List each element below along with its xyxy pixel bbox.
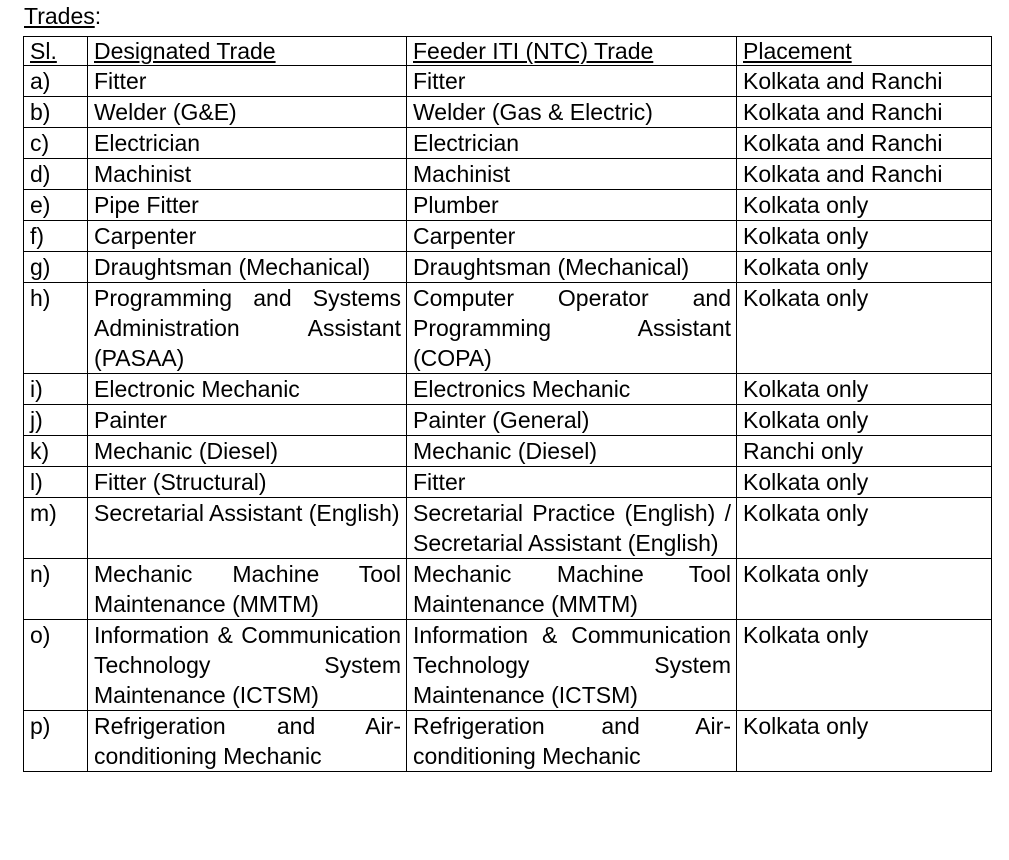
section-heading-word: Trades bbox=[24, 3, 95, 29]
cell-feeder-trade: Plumber bbox=[407, 190, 737, 221]
cell-placement: Kolkata only bbox=[737, 405, 992, 436]
cell-feeder-trade: Electronics Mechanic bbox=[407, 374, 737, 405]
cell-sl: g) bbox=[24, 252, 88, 283]
table-row bbox=[24, 405, 992, 436]
cell-placement: Kolkata and Ranchi bbox=[737, 159, 992, 190]
cell-feeder-trade: Secretarial Practice (English) / Secretarial Assistant (English) bbox=[407, 498, 737, 559]
table-header-row bbox=[24, 37, 992, 66]
section-heading bbox=[24, 3, 101, 30]
cell-designated-trade: Information & Communication Technology System Maintenance (ICTSM) bbox=[88, 620, 407, 711]
cell-designated-trade: Programming and Systems Administration Assistant (PASAA) bbox=[88, 283, 407, 374]
table-row bbox=[24, 283, 992, 374]
cell-placement: Kolkata and Ranchi bbox=[737, 97, 992, 128]
cell-designated-trade: Mechanic Machine Tool Maintenance (MMTM) bbox=[88, 559, 407, 620]
table-row bbox=[24, 252, 992, 283]
cell-sl: b) bbox=[24, 97, 88, 128]
cell-sl: j) bbox=[24, 405, 88, 436]
cell-placement: Kolkata only bbox=[737, 498, 992, 559]
cell-designated-trade: Refrigeration and Air-conditioning Mechanic bbox=[88, 711, 407, 772]
cell-feeder-trade: Refrigeration and Air-conditioning Mechanic bbox=[407, 711, 737, 772]
cell-feeder-trade: Welder (Gas & Electric) bbox=[407, 97, 737, 128]
table-row bbox=[24, 467, 992, 498]
cell-placement: Kolkata only bbox=[737, 283, 992, 374]
header-designated-trade: Designated Trade bbox=[88, 37, 407, 66]
trades-table bbox=[23, 36, 992, 772]
table-body bbox=[24, 66, 992, 772]
section-heading-colon: : bbox=[94, 3, 102, 29]
cell-placement: Kolkata only bbox=[737, 190, 992, 221]
cell-feeder-trade: Fitter bbox=[407, 66, 737, 97]
cell-sl: e) bbox=[24, 190, 88, 221]
cell-feeder-trade: Mechanic (Diesel) bbox=[407, 436, 737, 467]
table-row bbox=[24, 97, 992, 128]
table-row bbox=[24, 128, 992, 159]
cell-designated-trade: Electrician bbox=[88, 128, 407, 159]
table-row bbox=[24, 159, 992, 190]
cell-sl: f) bbox=[24, 221, 88, 252]
cell-designated-trade: Fitter (Structural) bbox=[88, 467, 407, 498]
cell-feeder-trade: Carpenter bbox=[407, 221, 737, 252]
cell-feeder-trade: Machinist bbox=[407, 159, 737, 190]
cell-feeder-trade: Painter (General) bbox=[407, 405, 737, 436]
cell-designated-trade: Electronic Mechanic bbox=[88, 374, 407, 405]
cell-sl: o) bbox=[24, 620, 88, 711]
cell-placement: Kolkata only bbox=[737, 559, 992, 620]
cell-feeder-trade: Electrician bbox=[407, 128, 737, 159]
cell-placement: Kolkata only bbox=[737, 221, 992, 252]
cell-placement: Kolkata only bbox=[737, 620, 992, 711]
cell-placement: Kolkata only bbox=[737, 711, 992, 772]
cell-feeder-trade: Draughtsman (Mechanical) bbox=[407, 252, 737, 283]
cell-designated-trade: Secretarial Assistant (English) bbox=[88, 498, 407, 559]
header-feeder-trade: Feeder ITI (NTC) Trade bbox=[407, 37, 737, 66]
cell-sl: h) bbox=[24, 283, 88, 374]
cell-designated-trade: Machinist bbox=[88, 159, 407, 190]
cell-sl: d) bbox=[24, 159, 88, 190]
table-row bbox=[24, 711, 992, 772]
cell-feeder-trade: Information & Communication Technology System Maintenance (ICTSM) bbox=[407, 620, 737, 711]
table-row bbox=[24, 221, 992, 252]
cell-designated-trade: Mechanic (Diesel) bbox=[88, 436, 407, 467]
cell-sl: k) bbox=[24, 436, 88, 467]
table-row bbox=[24, 620, 992, 711]
cell-sl: m) bbox=[24, 498, 88, 559]
cell-sl: l) bbox=[24, 467, 88, 498]
cell-feeder-trade: Computer Operator and Programming Assistant (COPA) bbox=[407, 283, 737, 374]
cell-designated-trade: Pipe Fitter bbox=[88, 190, 407, 221]
cell-sl: c) bbox=[24, 128, 88, 159]
cell-sl: p) bbox=[24, 711, 88, 772]
table-row bbox=[24, 374, 992, 405]
cell-feeder-trade: Fitter bbox=[407, 467, 737, 498]
cell-designated-trade: Draughtsman (Mechanical) bbox=[88, 252, 407, 283]
cell-sl: i) bbox=[24, 374, 88, 405]
cell-sl: a) bbox=[24, 66, 88, 97]
cell-placement: Ranchi only bbox=[737, 436, 992, 467]
cell-sl: n) bbox=[24, 559, 88, 620]
table-row bbox=[24, 66, 992, 97]
table-row bbox=[24, 498, 992, 559]
cell-designated-trade: Welder (G&E) bbox=[88, 97, 407, 128]
cell-placement: Kolkata and Ranchi bbox=[737, 128, 992, 159]
cell-designated-trade: Carpenter bbox=[88, 221, 407, 252]
table-row bbox=[24, 436, 992, 467]
header-sl: Sl. bbox=[24, 37, 88, 66]
cell-placement: Kolkata only bbox=[737, 374, 992, 405]
table-row bbox=[24, 190, 992, 221]
cell-placement: Kolkata and Ranchi bbox=[737, 66, 992, 97]
table-row bbox=[24, 559, 992, 620]
header-placement: Placement bbox=[737, 37, 992, 66]
cell-placement: Kolkata only bbox=[737, 252, 992, 283]
cell-designated-trade: Painter bbox=[88, 405, 407, 436]
cell-placement: Kolkata only bbox=[737, 467, 992, 498]
cell-designated-trade: Fitter bbox=[88, 66, 407, 97]
cell-feeder-trade: Mechanic Machine Tool Maintenance (MMTM) bbox=[407, 559, 737, 620]
